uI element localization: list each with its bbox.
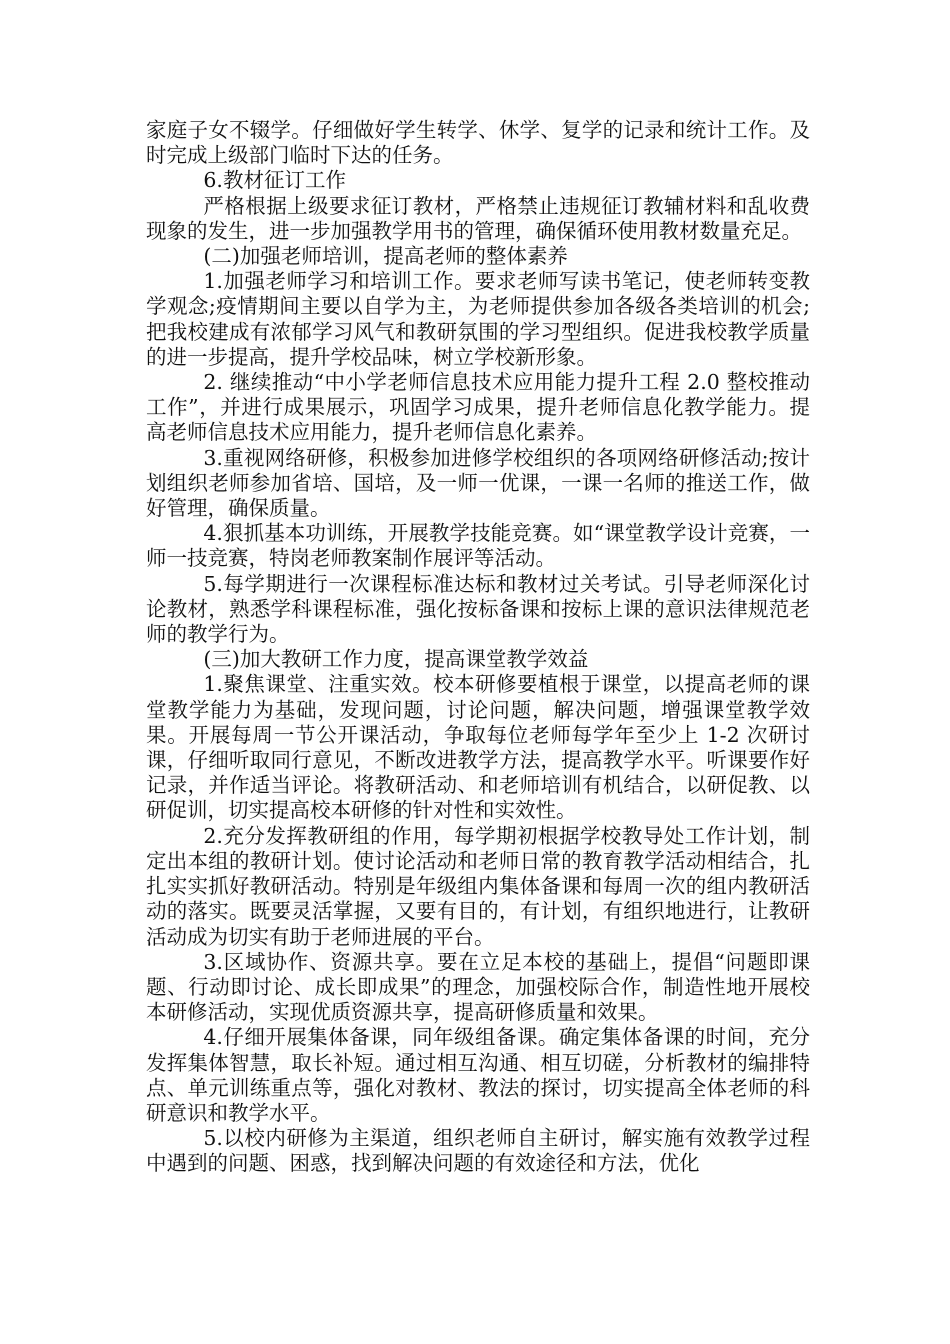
paragraph: 2.充分发挥教研组的作用，每学期初根据学校教导处工作计划，制定出本组的教研计划。使讨论活动和老师日常的教育教学活动相结合，扎扎实实抓好教研活动。特别是年级组内集体备课和每周一次的组内教研活动的落实。既要灵活掌握，又要有目的，有计划，有组织地进行，让教研活动成为切实有助于老师进展的平台。 [146,823,810,949]
paragraph: 5.以校内研修为主渠道，组织老师自主研讨，解实施有效教学过程中遇到的问题、困惑，找到解决问题的有效途径和方法，优化 [146,1126,810,1176]
section-heading-teaching-research: (三)加大教研工作力度，提高课堂教学效益 [203,647,589,672]
paragraph: 2. 继续推动“中小学老师信息技术应用能力提升工程 2.0 整校推动工作”，并进行成果展示，巩固学习成果，提升老师信息化教学能力。提高老师信息技术应用能力，提升老师信息化素养。 [146,370,810,445]
paragraph-continuation: 家庭子女不辍学。仔细做好学生转学、休学、复学的记录和统计工作。及时完成上级部门临时下达的任务。 [146,118,810,168]
paragraph: 1.加强老师学习和培训工作。要求老师写读书笔记，使老师转变教学观念;疫情期间主要以自学为主，为老师提供参加各级各类培训的机会;把我校建成有浓郁学习风气和教研氛围的学习型组织。促进我校教学质量的进一步提高，提升学校品味，树立学校新形象。 [146,269,810,369]
paragraph: 1.聚焦课堂、注重实效。校本研修要植根于课堂，以提高老师的课堂教学能力为基础，发现问题，讨论问题，解决问题，增强课堂教学效果。开展每周一节公开课活动，争取每位老师每学年至少上 1-2 次研讨课，仔细听取同行意见，不断改进教学方法，提高教学水平。听课要作好记录，并作适当评论。将教研活动、和老师培训有机结合，以研促教、以研促训，切实提高校本研修的针对性和实效性。 [146,672,810,823]
paragraph: 严格根据上级要求征订教材，严格禁止违规征订教辅材料和乱收费现象的发生，进一步加强教学用书的管理，确保循环使用教材数量充足。 [146,193,810,243]
paragraph: 4.仔细开展集体备课，同年级组备课。确定集体备课的时间，充分发挥集体智慧，取长补短。通过相互沟通、相互切磋，分析教材的编排特点、单元训练重点等，强化对教材、教法的探讨，切实提高全体老师的科研意识和教学水平。 [146,1025,810,1125]
paragraph: 3.区域协作、资源共享。要在立足本校的基础上，提倡“问题即课题、行动即讨论、成长即成果”的理念，加强校际合作，制造性地开展校本研修活动，实现优质资源共享，提高研修质量和效果。 [146,949,810,1025]
paragraph: 4.狠抓基本功训练，开展教学技能竞赛。如“课堂教学设计竞赛，一师一技竞赛，特岗老师教案制作展评等活动。 [146,521,810,571]
section-heading-teacher-training: (二)加强老师培训，提高老师的整体素养 [203,244,568,269]
document-body [146,118,810,1177]
paragraph: 3.重视网络研修，积极参加进修学校组织的各项网络研修活动;按计划组织老师参加省培、国培，及一师一优课，一课一名师的推送工作，做好管理，确保质量。 [146,445,810,521]
section-heading-textbook-ordering: 6.教材征订工作 [203,168,346,193]
paragraph: 5.每学期进行一次课程标准达标和教材过关考试。引导老师深化讨论教材，熟悉学科课程标准，强化按标备课和按标上课的意识法律规范老师的教学行为。 [146,571,810,647]
